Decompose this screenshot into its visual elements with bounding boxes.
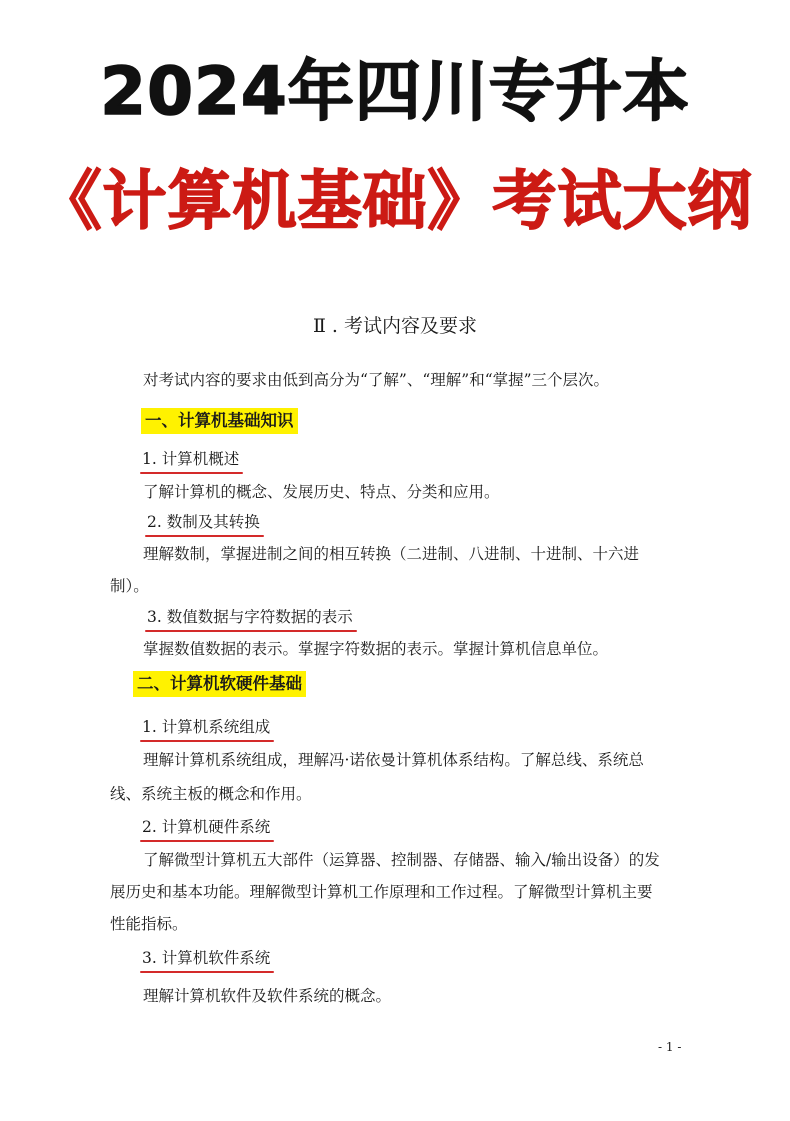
part1-heading: 一、计算机基础知识 bbox=[141, 408, 298, 434]
part1-item2-text-1: 理解数制，掌握进制之间的相互转换（二进制、八进制、十进制、十六进 bbox=[143, 545, 640, 563]
part2-heading: 二、计算机软硬件基础 bbox=[133, 671, 306, 697]
part1-item1-title: 1. 计算机概述 bbox=[142, 447, 239, 471]
title-line-2: 《计算机基础》考试大纲 bbox=[37, 165, 753, 239]
part2-item2-text-1: 了解微型计算机五大部件（运算器、控制器、存储器、输入/输出设备）的发 bbox=[143, 851, 660, 869]
underline bbox=[145, 630, 357, 632]
underline bbox=[140, 971, 274, 973]
part1-item2-title: 2. 数制及其转换 bbox=[147, 510, 260, 534]
underline bbox=[140, 472, 243, 474]
intro-text: 对考试内容的要求由低到高分为“了解”、“理解”和“掌握”三个层次。 bbox=[143, 371, 610, 389]
part2-item2-title: 2. 计算机硬件系统 bbox=[142, 815, 270, 839]
part2-item3-text: 理解计算机软件及软件系统的概念。 bbox=[143, 987, 392, 1005]
page-number: - 1 - bbox=[658, 1040, 682, 1054]
part2-item2-text-2: 展历史和基本功能。理解微型计算机工作原理和工作过程。了解微型计算机主要 bbox=[110, 883, 653, 901]
part2-item1-title: 1. 计算机系统组成 bbox=[142, 715, 270, 739]
part1-item1-text: 了解计算机的概念、发展历史、特点、分类和应用。 bbox=[143, 483, 500, 501]
part1-item2-text-2: 制）。 bbox=[110, 577, 149, 595]
underline bbox=[140, 740, 274, 742]
underline bbox=[140, 840, 274, 842]
part2-item1-text-2: 线、系统主板的概念和作用。 bbox=[110, 785, 312, 803]
section-title: Ⅱ . 考试内容及要求 bbox=[312, 315, 478, 337]
underline bbox=[145, 535, 264, 537]
part2-item3-title: 3. 计算机软件系统 bbox=[142, 946, 270, 970]
part1-item3-title: 3. 数值数据与字符数据的表示 bbox=[147, 605, 353, 629]
part1-item3-text: 掌握数值数据的表示。掌握字符数据的表示。掌握计算机信息单位。 bbox=[143, 640, 609, 658]
title-line-1: 2024年四川专升本 bbox=[100, 53, 690, 130]
part2-item2-text-3: 性能指标。 bbox=[110, 915, 188, 933]
part2-item1-text-1: 理解计算机系统组成，理解冯·诺依曼计算机体系结构。了解总线、系统总 bbox=[143, 751, 644, 769]
